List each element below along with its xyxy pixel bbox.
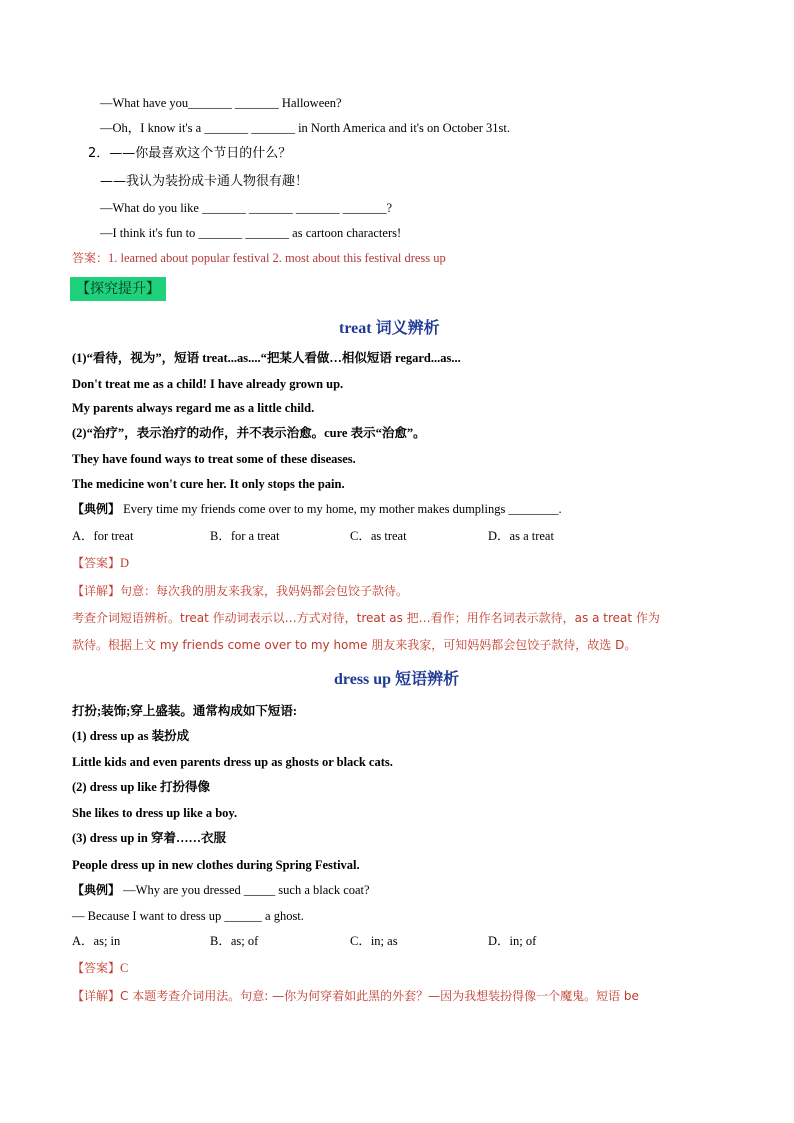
dressup-example-1: Little kids and even parents dress up as ghosts or black cats. [72, 755, 393, 769]
section-tag: 【探究提升】 [70, 277, 166, 301]
treat-detail-2: 考查介词短语辨析。treat 作动词表示以…方式对待，treat as 把…看作；用作名词表示款待，as a treat 作为 [72, 611, 660, 625]
q2-number: 2．——你最喜欢这个节日的什么？ [88, 146, 292, 161]
detail-text: C 本题考查介词用法。句意: —你为何穿着如此黑的外套？—因为我想装扮得像一个魔鬼。短语 be [120, 989, 639, 1003]
dressup-point-1: (1) dress up as 装扮成 [72, 729, 190, 743]
answer-value: C [120, 961, 129, 975]
treat-point-2: (2)“治疗”，表示治疗的动作，并不表示治愈。cure 表示“治愈”。 [72, 426, 426, 440]
treat-answer [72, 555, 129, 571]
example-label: 【典例】 [72, 883, 121, 897]
option-a: A．as; in [72, 934, 121, 948]
dressup-example-2: She likes to dress up like a boy. [72, 806, 238, 820]
option-d: D．in; of [488, 934, 537, 948]
treat-detail-3: 款待。根据上文 my friends come over to my home 朋友来我家，可知妈妈都会包饺子款待，故选 D。 [72, 638, 637, 652]
dressup-intro: 打扮;装饰;穿上盛装。通常构成如下短语: [72, 704, 297, 718]
treat-example-4: The medicine won't cure her. It only stops the pain. [72, 477, 345, 491]
treat-example-1: Don't treat me as a child! I have already grown up. [72, 377, 344, 391]
treat-options [72, 528, 554, 544]
answer-label: 答案： [72, 251, 109, 265]
option-c: C．as treat [350, 529, 407, 543]
answer-label: 【答案】 [72, 961, 121, 975]
detail-text: 句意：每次我的朋友来我家，我妈妈都会包饺子款待。 [120, 584, 409, 598]
option-c: C．in; as [350, 934, 398, 948]
treat-example-question [72, 501, 562, 517]
q1-line2: —Oh，I know it's a _______ _______ in North America and it's on October 31st. [100, 121, 511, 135]
q2-chinese-answer: ——我认为装扮成卡通人物很有趣！ [100, 174, 309, 189]
dressup-point-2: (2) dress up like 打扮得像 [72, 780, 210, 794]
dressup-example-3: People dress up in new clothes during Spring Festival. [72, 858, 360, 872]
detail-label: 【详解】 [72, 989, 121, 1003]
dressup-detail-1 [72, 988, 639, 1004]
option-b: B．as; of [210, 934, 259, 948]
option-b: B．for a treat [210, 529, 280, 543]
q1-line1: —What have you_______ _______ Halloween? [100, 96, 342, 110]
answer-value: D [120, 556, 130, 570]
dressup-point-3: (3) dress up in 穿着……衣服 [72, 831, 226, 845]
option-a: A．for treat [72, 529, 134, 543]
treat-heading: treat 词义辨析 [339, 320, 440, 337]
example-text: Every time my friends come over to my home, my mother makes dumplings ________. [123, 502, 562, 516]
answer-text: 1. learned about popular festival 2. most about this festival dress up [108, 251, 446, 265]
dressup-answer [72, 960, 128, 976]
treat-point-1: (1)“看待，视为”，短语 treat...as....“把某人看做…相似短语 regard...as... [72, 351, 461, 365]
detail-label: 【详解】 [72, 584, 121, 598]
answer-label: 【答案】 [72, 556, 121, 570]
dressup-example-question-2: — Because I want to dress up ______ a ghost. [72, 909, 304, 923]
dressup-options [72, 933, 536, 949]
answer-row [72, 250, 446, 266]
option-d: D．as a treat [488, 529, 554, 543]
dressup-heading: dress up 短语辨析 [334, 671, 460, 688]
q2-line1: —What do you like _______ _______ _______ _______? [100, 201, 392, 215]
example-label: 【典例】 [72, 502, 121, 516]
dressup-example-question [72, 882, 370, 898]
treat-example-3: They have found ways to treat some of these diseases. [72, 452, 356, 466]
treat-detail-1 [72, 583, 408, 599]
example-text: —Why are you dressed _____ such a black coat? [123, 883, 370, 897]
q2-line2: —I think it's fun to _______ _______ as cartoon characters! [100, 226, 402, 240]
treat-example-2: My parents always regard me as a little child. [72, 401, 315, 415]
